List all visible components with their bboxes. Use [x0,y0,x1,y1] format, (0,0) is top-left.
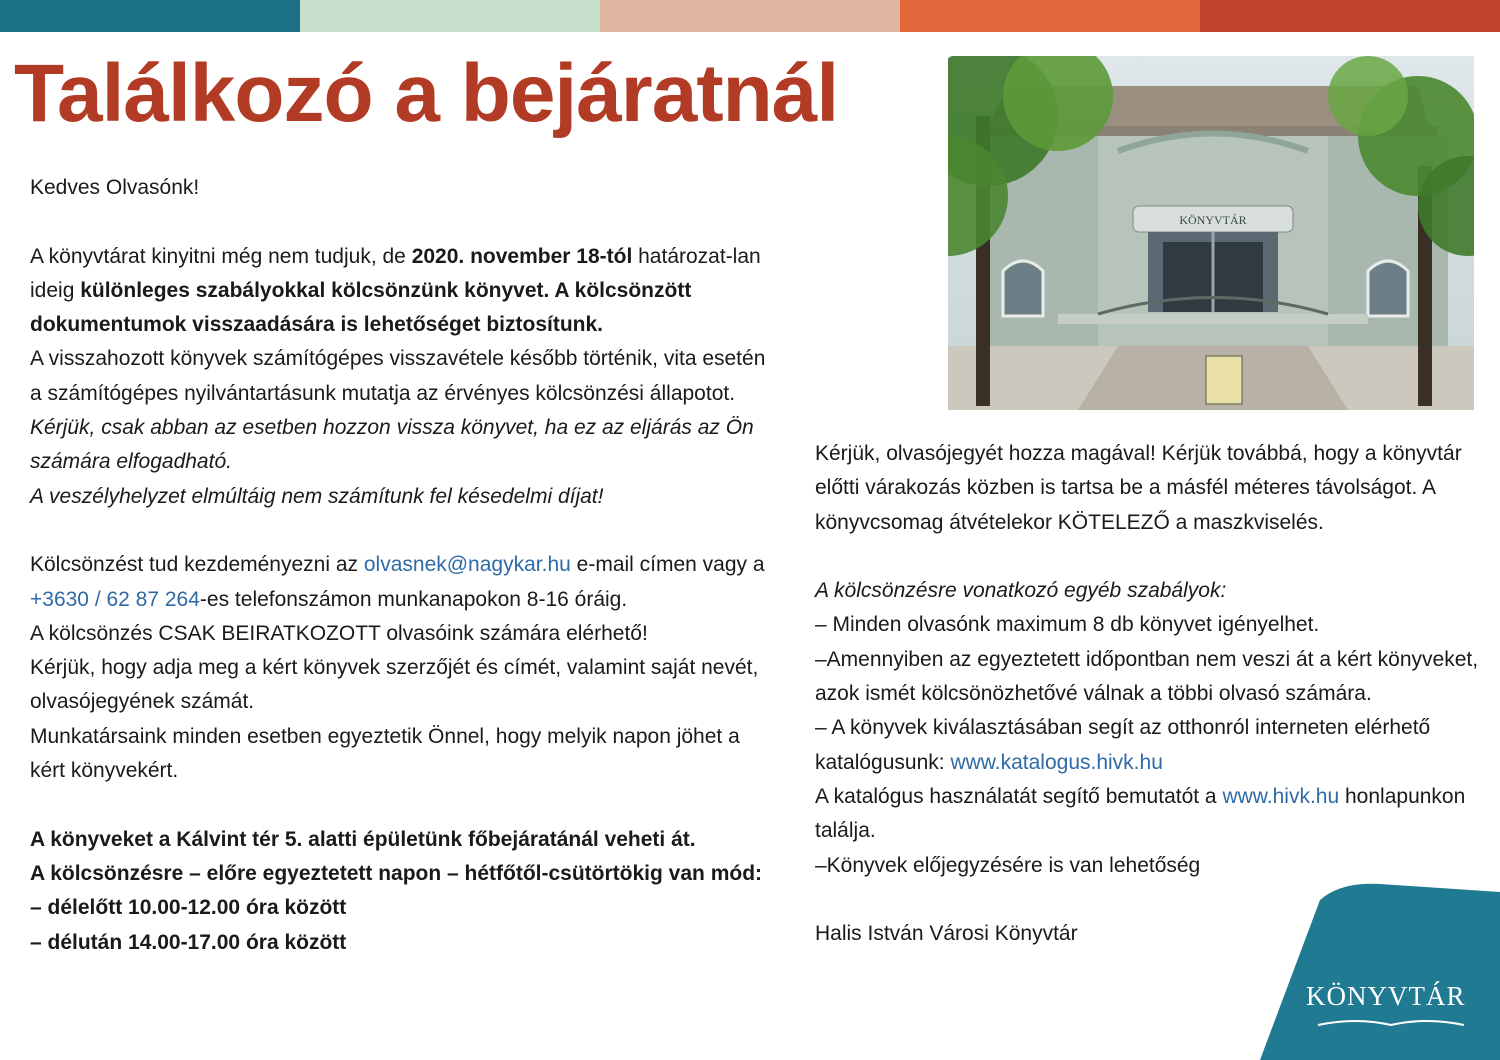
right-column [815,437,1485,951]
stripe-4 [900,0,1200,32]
morning-hours: – délelőtt 10.00-12.00 óra között [30,896,347,920]
email-link[interactable]: olvasnek@nagykar.hu [363,553,571,577]
top-color-stripes [0,0,1500,32]
rule-catalog-text: – A könyvek kiválasztásában segít az otthonról interneten elérhető katalógusunk: [815,716,1431,774]
page-title: Találkozó a bejáratnál [14,48,839,139]
request-details-text: Kérjük, hogy adja meg a kért könyvek szerzőjét és címét, valamint saját nevét, olvasójegyének számát. [30,656,759,714]
logo-book-icon [1316,1015,1466,1031]
start-date: 2020. november 18-tól [411,244,633,268]
contact-text-2: e-mail címen vagy a [570,553,765,577]
greeting: Kedves Olvasónk! [30,176,200,199]
rule-reservation: –Könyvek előjegyzésére is van lehetőség [815,853,1201,877]
pickup-location-text: A könyveket a Kálvint tér 5. alatti épületünk főbejáratánál veheti át. [30,827,696,851]
library-logo-text: KÖNYVTÁR [1306,981,1466,1011]
library-logo-shape [1260,882,1500,1060]
tutorial-text-2: honlapunkon találja. [815,784,1466,843]
opening-paragraph [30,240,770,343]
building-sign: KÖNYVTÁR [1179,213,1247,227]
library-building-photo [948,56,1474,410]
rule-max-books: – Minden olvasónk maximum 8 db könyvet igényelhet. [815,613,1320,637]
staff-contact-text: Munkatársaink minden esetben egyeztetik Önnel, hogy melyik napon jöhet a kért könyvekért. [30,724,740,783]
special-rules-text: különleges szabályokkal kölcsönzünk könyvet. A kölcsönzött dokumentumok visszaadására is lehetőséget biztosítunk. [30,278,692,337]
pickup-days-text: A kölcsönzésre – előre egyeztetett napon – hétfőtől-csütörtökig van mód: [30,861,763,885]
left-column [30,171,770,960]
registered-only-text: A kölcsönzés CSAK BEIRATKOZOTT olvasóink számára elérhető! [30,621,648,645]
phone-link[interactable]: +3630 / 62 87 264 [30,587,200,611]
rule-catalog [815,711,1485,780]
return-request-text: Kérjük, csak abban az esetben hozzon vissza könyvet, ha ez az eljárás az Ön számára elfogadható. [30,416,754,474]
library-card-text: Kérjük, olvasójegyét hozza magával! Kérjük továbbá, hogy a könyvtár előtti várakozás közben is tartsa be a másfél méteres távolságot. A könyvcsomag átvételekor KÖTELEZŐ a maszkviselés. [815,442,1462,534]
afternoon-hours: – délután 14.00-17.00 óra között [30,930,347,954]
contact-text: Kölcsönzést tud kezdeményezni az [30,553,364,577]
signature: Halis István Városi Könyvtár [815,922,1078,946]
contact-text-3: -es telefonszámon munkanapokon 8-16 óráig. [199,587,628,611]
stripe-3 [600,0,900,32]
return-processing-text: A visszahozott könyvek számítógépes visszavétele később történik, vita esetén a számítógépes nyilvántartásunk mutatja az érvényes kölcsönzési állapotot. [30,347,766,405]
contact-paragraph [30,548,770,617]
catalog-tutorial-text [815,780,1485,849]
late-fee-text: A veszélyhelyzet elmúltáig nem számítunk fel késedelmi díjat! [30,484,604,508]
opening-text: A könyvtárat kinyitni még nem tudjuk, de [30,244,412,268]
website-link[interactable]: www.hivk.hu [1222,784,1340,808]
stripe-1 [0,0,300,32]
rules-title: A kölcsönzésre vonatkozó egyéb szabályok: [815,579,1227,603]
stripe-2 [300,0,600,32]
stripe-5 [1200,0,1500,32]
tutorial-text: A katalógus használatát segítő bemutatót a [815,784,1223,808]
opening-text-2: határozat-lan ideig [30,244,761,302]
catalog-link[interactable]: www.katalogus.hivk.hu [950,750,1163,774]
rule-uncollected: –Amennyiben az egyeztetett időpontban nem veszi át a kért könyveket, azok ismét kölcsönözhetővé válnak a többi olvasó számára. [815,647,1479,706]
